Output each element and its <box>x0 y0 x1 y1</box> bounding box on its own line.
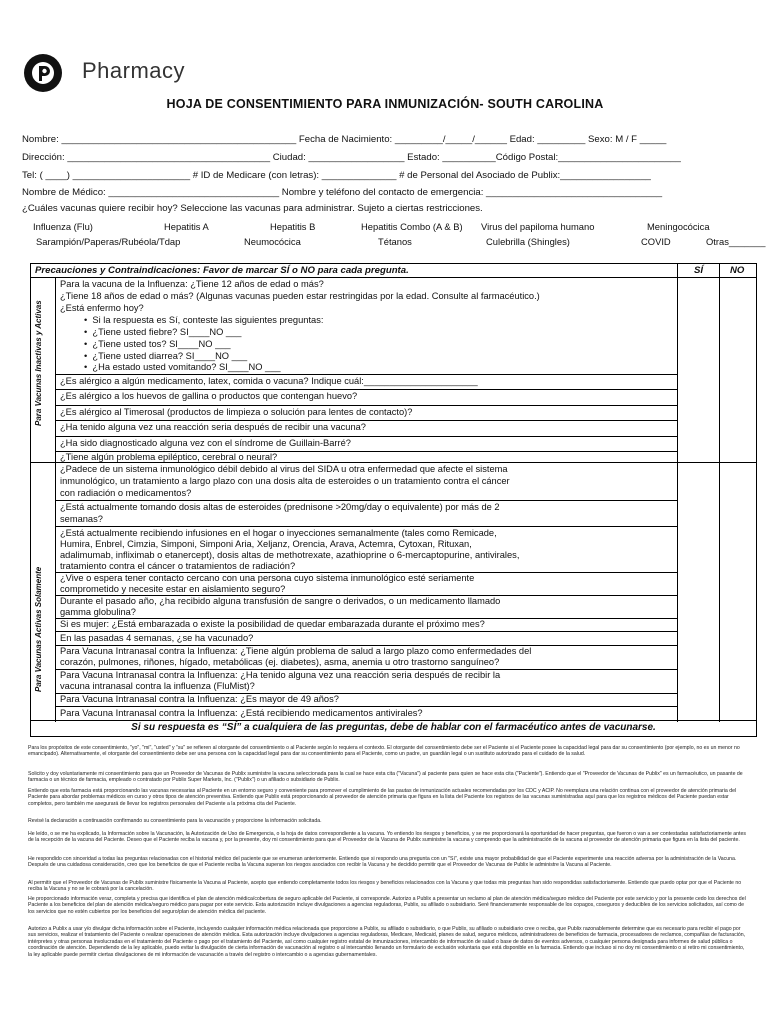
divider <box>31 720 756 721</box>
consent-paragraph: Al permitir que el Proveedor de Vacunas de Publix suministre físicamente la Vacuna al Paciente, acepto que entiendo completamente todos los riesgos y beneficios relacionados con la Vacuna y que todas mis preguntas han sido respondidas satisfactoriamente. Entiendo que puedo optar por que el Paciente no reciba la Vacuna y no se le cobrará por la cancelación. <box>28 880 742 893</box>
question-text: ¿Padece de un sistema inmunológico débil debido al virus del SIDA u otra enfermedad que afecte el sistema <box>60 464 508 474</box>
vaccine-option[interactable]: Virus del papiloma humano <box>481 221 595 232</box>
question-text: ¿Ha sido diagnosticado alguna vez con el síndrome de Guillain-Barré? <box>60 438 351 448</box>
divider <box>719 264 720 722</box>
vaccine-option[interactable]: Culebrilla (Shingles) <box>486 236 570 247</box>
sub-question: • ¿Tiene usted diarrea? SI____NO ___ <box>84 351 248 361</box>
sub-question-text: ¿Tiene usted tos? SI____NO ___ <box>92 339 231 349</box>
divider <box>55 374 677 375</box>
question-text: Para Vacuna Intranasal contra la Influenza: ¿Está recibiendo medicamentos antivirales? <box>60 708 423 718</box>
question-text: comprometido y necesite estar en aislamiento seguro? <box>60 584 286 594</box>
vaccine-option[interactable]: Tétanos <box>378 236 412 247</box>
divider <box>55 389 677 390</box>
divider <box>55 405 677 406</box>
field-line-doctor[interactable]: Nombre de Médico: ________________________________ Nombre y teléfono del contacto de emergencia: _________________________________ <box>22 187 663 198</box>
question-text: En las pasadas 4 semanas, ¿se ha vacunado? <box>60 633 254 643</box>
question-text: ¿Está actualmente tomando dosis altas de esteroides (prednisone >20mg/day o equivalente) por más de 2 <box>60 502 500 512</box>
question-text: ¿Es alérgico a los huevos de gallina o productos que contengan huevo? <box>60 391 358 401</box>
question-text: Para Vacuna Intranasal contra la Influenza: ¿Tiene algún problema de salud a largo plazo como enfermedades del <box>60 646 532 656</box>
sub-question-text: ¿Ha estado usted vomitando? SI____NO ___ <box>92 362 281 372</box>
consent-paragraph: Solicito y doy voluntariamente mi consentimiento para que un Proveedor de Vacunas de Publix suministre la vacuna seleccionada para la cual se hace esta cita ("Vacuna") al paciente para quien se hace esta cita ("Paciente"). Entiendo que el "Proveedor de Vacunas de Publix" es un farmacéutico, un pasante de farmacia o un técnico de farmacia, empleado o contratado por Publix Super Markets, Inc. ("Publix") o un afiliado o subsidiario de Publix. <box>28 771 743 784</box>
table-header <box>31 264 756 278</box>
pharmacy-logo-icon <box>24 54 62 92</box>
divider <box>677 264 678 722</box>
question-text: Para la vacuna de la Influenza: ¿Tiene 12 años de edad o más? <box>60 279 324 289</box>
sub-question-text: ¿Tiene usted diarrea? SI____NO ___ <box>92 351 248 361</box>
no-column-header: NO <box>730 265 745 276</box>
sub-question: • ¿Tiene usted fiebre? SI____NO ___ <box>84 327 242 337</box>
field-line-address[interactable]: Dirección: ______________________________________ Ciudad: __________________ Estado: __________Código Postal:_______________________ <box>22 152 681 163</box>
table-header-label: Precauciones y Contraindicaciones: Favor de marcar SÍ o NO para cada pregunta. <box>35 265 409 276</box>
question-text: con radiación o medicamentos? <box>60 488 192 498</box>
divider <box>55 500 677 501</box>
consent-paragraph: He leído, o se me ha explicado, la Información sobre la Vacunación, la Autorización de Uso de Emergencia, o la hoja de datos correspondiente a la vacuna. Yo entiendo los riesgos y beneficios, y se me proporcionará la oportunidad de hacer preguntas, que fueron o van a ser contestadas satisfactoriamente antes de la recepción de la vacuna del Paciente. Deseo que el Paciente reciba la vacuna y, por la presente, doy mi consentimiento para que el Proveedor de la Vacuna de Publix suministre la vacuna y comprendo que la administración de la vacuna al proveedor de atención primaria que figura en la lista del paciente. <box>28 831 746 844</box>
table-footer-warning: Si su respuesta es “SÍ” a cualquiera de las preguntas, debe de hablar con el farmacéutico antes de vacunarse. <box>131 722 656 733</box>
section-label-active-only: Para Vacunas Activas Solamente <box>34 566 43 692</box>
question-text: ¿Ha tenido alguna vez una reacción seria después de recibir una vacuna? <box>60 422 366 432</box>
question-text: semanas? <box>60 514 103 524</box>
vaccine-option[interactable]: Sarampión/Paperas/Rubéola/Tdap <box>36 236 181 247</box>
question-text: ¿Tiene algún problema epiléptico, cerebral o neural? <box>60 452 278 462</box>
question-text: inmunológico, un tratamiento a largo plazo con una dosis alta de esteroides o un tratamiento contra el cáncer <box>60 476 510 486</box>
questionnaire-table <box>30 263 757 737</box>
consent-paragraph: Para los propósitos de este consentimiento, "yo", "mi", "usted" y "su" se refieren al otorgante del consentimiento o al Paciente según lo requiera el contexto. El otorgante del consentimiento debe ser el Paciente si el Paciente posee la capacidad legal para dar su consentimiento (por ejemplo, no es un menor no emancipado). Alternativamente, el otorgante del consentimiento debe ser una persona con la capacidad legal para dar su consentimiento para el Paciente, como un padre, un guardián legal o un sustituto autorizado para el cuidado de la salud. <box>28 745 740 758</box>
question-text: ¿Es alérgico a algún medicamento, latex, comida o vacuna? Indique cuál:______________________ <box>60 376 478 386</box>
sub-question-text: Si la respuesta es Sí, conteste las siguientes preguntas: <box>92 315 324 325</box>
sub-question-text: ¿Tiene usted fiebre? SI____NO ___ <box>92 327 242 337</box>
question-text: Para Vacuna Intranasal contra la Influenza: ¿Ha tenido alguna vez una reacción seria después de recibir la <box>60 670 501 680</box>
divider <box>55 420 677 421</box>
question-text: gamma globulina? <box>60 607 136 617</box>
sub-question: • ¿Ha estado usted vomitando? SI____NO ___ <box>84 362 281 372</box>
vaccine-question: ¿Cuáles vacunas quiere recibir hoy? Seleccione las vacunas para administrar. Sujeto a ciertas restricciones. <box>22 203 483 214</box>
vaccine-option[interactable]: Hepatitis Combo (A & B) <box>361 221 463 232</box>
question-text: ¿Tiene 18 años de edad o más? (Algunas vacunas pueden estar restringidas por la edad. Consulte al farmacéutico.) <box>60 291 540 301</box>
divider <box>55 631 677 632</box>
question-text: ¿Está enfermo hoy? <box>60 303 144 313</box>
question-text: vacuna intranasal contra la influenza (FluMist)? <box>60 681 255 691</box>
vaccine-option[interactable]: Hepatitis A <box>164 221 209 232</box>
question-text: Para Vacuna Intranasal contra la Influenza: ¿Es mayor de 49 años? <box>60 694 339 704</box>
divider <box>55 706 677 707</box>
consent-paragraph: Entiendo que esta farmacia está proporcionando las vacunas necesarias al Paciente en un entorno seguro y conveniente para promover el cumplimiento de las pautas de inmunización actuales recomendadas por los CDC y ACIP. No reemplaza una relación continua con el proveedor de atención primaria del Paciente para abordar problemas médicos en curso y otros tipos de atención preventiva. Entiendo que Publix está proporcionando al proveedor de atención primaria que figura en la lista del Paciente los registros de las vacunas suministradas aquí para que los registros médicos del Paciente puedan estar completos, pero también me asegurará de llevar los registros personales del Paciente a la próxima cita del Paciente. <box>28 788 737 807</box>
field-line-name[interactable]: Nombre: ____________________________________________ Fecha de Nacimiento: _________/_____/______ Edad: _________ Sexo: M / F _____ <box>22 134 667 145</box>
question-text: Si es mujer: ¿Está embarazada o existe la posibilidad de quedar embarazada durante el próximo mes? <box>60 619 485 629</box>
divider <box>55 436 677 437</box>
section-label-inactive-active: Para Vacunas Inactivas y Activas <box>34 300 43 426</box>
vaccine-option[interactable]: Otras_______ <box>706 236 766 247</box>
yes-column-header: SÍ <box>694 265 704 276</box>
vaccine-option[interactable]: Neumocócica <box>244 236 301 247</box>
field-line-phone[interactable]: Tel: ( ____) ______________________ # ID de Medicare (con letras): ______________ # de Personal del Asociado de Publix:_________________ <box>22 170 651 181</box>
consent-paragraph: He respondido con sinceridad a todas las preguntas relacionadas con el historial médico del paciente que se enumeran anteriormente. Entiendo que si respondo una pregunta con un "Sí", existe una mayor probabilidad de que el Paciente experimente una reacción adversa por la administración de la Vacuna. Después de una cuidadosa consideración, creo que los beneficios de que el Paciente reciba la Vacuna superan los riesgos asociados con recibir la Vacuna y he decidido permitir que el Proveedor de Vacunas de Publix le administre la Vacuna al Paciente. <box>28 856 737 869</box>
vaccine-option[interactable]: Influenza (Flu) <box>33 221 93 232</box>
sub-question: • Si la respuesta es Sí, conteste las siguientes preguntas: <box>84 315 324 325</box>
consent-paragraph: He proporcionado información veraz, completa y precisa que identifica el plan de atención médica/cobertura de seguro aplicable del Paciente, si corresponde. Autorizo a Publix a presentar un reclamo al plan de atención médica/seguro médico del Paciente por este servicio y por la presente cedo los derechos del Paciente a los beneficios del plan de atención médica/seguro médico para pagar por este servicio. Esta autorización incluye divulgaciones a agencias reguladoras, Publix, su afiliado o subsidiario. Seré financieramente responsable de los copagos, coseguros y deducibles de los servicios solicitados, así como de los servicios que no estén cubiertos por los beneficios del seguro/plan de atención médica del paciente. <box>28 896 746 915</box>
question-text: corazón, pulmones, riñones, hígado, metabólicas (ej. diabetes), asma, anemia u otro trastorno sanguíneo? <box>60 657 500 667</box>
brand-name: Pharmacy <box>82 58 186 83</box>
question-text: ¿Es alérgico al Timerosal (productos de limpieza o solución para lentes de contacto)? <box>60 407 413 417</box>
question-text: ¿Está actualmente recibiendo infusiones en el hogar o inyecciones semanalmente (tales como Remicade, <box>60 528 497 538</box>
question-text: adalimumab, infliximab o etanercept), dosis altas de methotrexate, azathioprine o 6-mercaptopurine, antivirales, <box>60 550 520 560</box>
vaccine-option[interactable]: Meningocócica <box>647 221 710 232</box>
question-text: Durante el pasado año, ¿ha recibido alguna transfusión de sangre o derivados, o un medicamento llamado <box>60 596 501 606</box>
question-text: ¿Vive o espera tener contacto cercano con una persona cuyo sistema inmunológico esté seriamente <box>60 573 475 583</box>
question-text: Humira, Enbrel, Cimzia, Simponi, Simponi Aria, Xeljanz, Orencia, Arava, Actemra, Cytoxan, Rituxan, <box>60 539 472 549</box>
vaccine-option[interactable]: COVID <box>641 236 671 247</box>
consent-paragraph: Revisé la declaración a continuación confirmando su consentimiento para la vacunación y proporcione la información solicitada. <box>28 818 322 824</box>
divider <box>55 526 677 527</box>
sub-question: • ¿Tiene usted tos? SI____NO ___ <box>84 339 231 349</box>
consent-paragraph: Autorizo a Publix a usar y/o divulgar dicha información sobre el Paciente, incluyendo cualquier información médica relacionada que proporcione a Publix, su afiliado o subsidiario, o que Publix, su afiliado o subsidiario cree o reciba, que Publix razonablemente determine que es necesario para recibir el pago por sus servicios, realizar el tratamiento del Paciente o realizar operaciones de atención médica. Esta autorización incluye divulgaciones a agencias reguladoras, Medicare, Medicaid, planes de salud, seguros médicos, administradores de beneficios de farmacia, procesadores de reclamos, compañías de facturación, intérpretes y otras personas involucradas en el tratamiento del Paciente o pago por el tratamiento del Paciente, así como cualquier registro estatal de inmunizaciones, intercambio de información de salud o base de datos de eventos adversos, o cualquier persona designada para informes de salud pública o coordinación de atención. Dependiendo de la ley aplicable, puedo evitar la divulgación de cierta información de vacunación al registro o al intercambio llenando un formulario de exclusión voluntaria que está disponible en la farmacia. Entiendo que incluso si no doy mi consentimiento o si retiro mi consentimiento, la ley aplicable puede permitir ciertas divulgaciones de mi información de vacunación a través del registro o intercambio o a agencias gubernamentales. <box>28 926 746 958</box>
question-text: tratamiento contra el cáncer o tratamientos de radiación? <box>60 561 296 571</box>
page-title: HOJA DE CONSENTIMIENTO PARA INMUNIZACIÓN- SOUTH CAROLINA <box>166 97 604 111</box>
vaccine-option[interactable]: Hepatitis B <box>270 221 316 232</box>
